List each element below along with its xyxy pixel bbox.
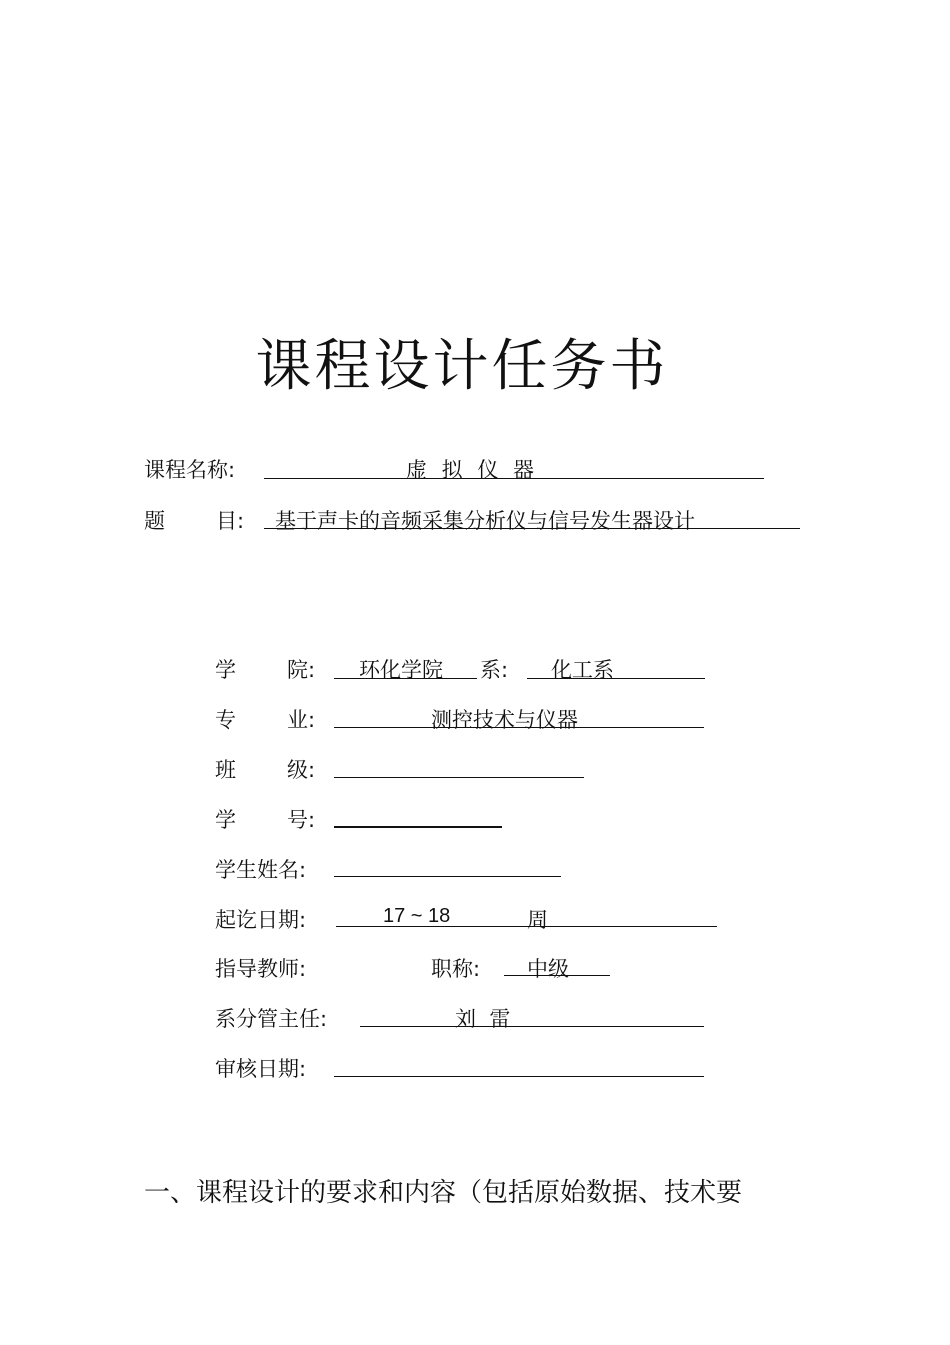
- director-value: 刘 雷: [455, 1007, 511, 1031]
- college-underline: [334, 678, 477, 679]
- major-underline: [334, 727, 704, 728]
- section-heading: 一、课程设计的要求和内容（包括原始数据、技术要: [144, 1178, 743, 1208]
- department-underline: [527, 678, 705, 679]
- topic-label-b: 目:: [216, 509, 245, 533]
- advisor-rank-value: 中级: [527, 957, 569, 981]
- class-label-b: 级:: [287, 758, 316, 782]
- major-value: 测控技术与仪器: [431, 708, 578, 732]
- advisor-label: 指导教师:: [215, 957, 307, 981]
- course-name-value: 虚 拟 仪 器: [406, 458, 539, 482]
- director-underline: [360, 1026, 704, 1027]
- dates-value: 17 ~ 18: [383, 905, 451, 927]
- department-label: 系:: [480, 658, 509, 682]
- review-date-label: 审核日期:: [215, 1057, 307, 1081]
- major-label-a: 专: [215, 708, 236, 732]
- course-name-underline: [264, 478, 764, 479]
- director-label: 系分管主任:: [215, 1007, 328, 1031]
- student-id-label-a: 学: [215, 808, 236, 832]
- review-date-underline: [334, 1076, 704, 1077]
- student-name-underline: [334, 876, 561, 877]
- major-label-b: 业:: [287, 708, 316, 732]
- topic-label-a: 题: [144, 509, 165, 533]
- dates-underline: [336, 926, 717, 927]
- topic-value: 基于声卡的音频采集分析仪与信号发生器设计: [275, 509, 695, 533]
- document-title: 课程设计任务书: [255, 334, 669, 399]
- college-label-b: 院:: [287, 658, 316, 682]
- advisor-rank-underline: [504, 975, 610, 976]
- class-underline: [334, 777, 584, 778]
- college-label-a: 学: [215, 658, 236, 682]
- department-value: 化工系: [551, 658, 614, 682]
- topic-underline: [264, 528, 800, 529]
- course-name-label: 课程名称:: [144, 458, 236, 482]
- dates-label: 起讫日期:: [215, 908, 307, 932]
- class-label-a: 班: [215, 758, 236, 782]
- advisor-rank-label: 职称:: [431, 957, 481, 981]
- college-value: 环化学院: [359, 658, 443, 682]
- dates-unit: 周: [527, 908, 548, 932]
- student-id-label-b: 号:: [287, 808, 316, 832]
- student-id-underline: [334, 826, 502, 828]
- student-name-label: 学生姓名:: [215, 858, 307, 882]
